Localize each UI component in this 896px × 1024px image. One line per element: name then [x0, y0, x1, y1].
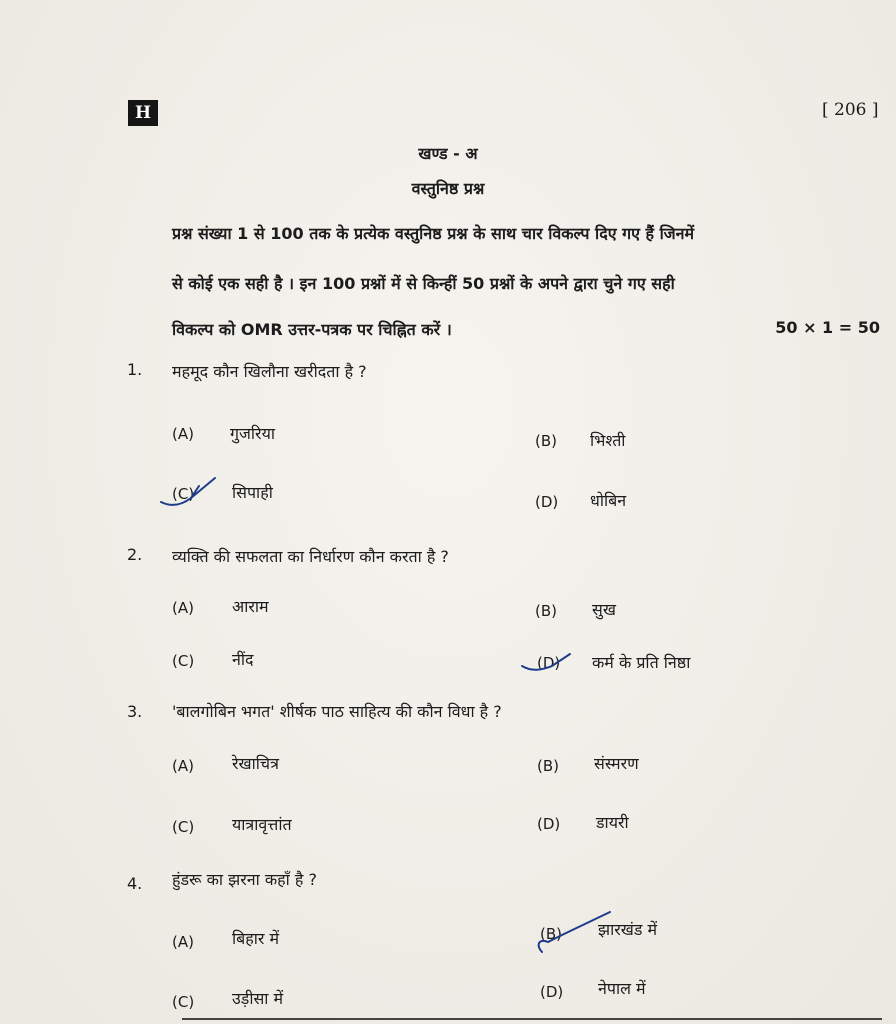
bottom-rule — [182, 1018, 882, 1020]
option-letter: (B) — [537, 757, 559, 775]
option-letter: (D) — [535, 493, 559, 511]
option-letter: (D) — [537, 815, 561, 833]
question-number: 3. — [127, 702, 143, 721]
instructions-line-1: प्रश्न संख्या 1 से 100 तक के प्रत्येक वस्तुनिष्ठ प्रश्न के साथ चार विकल्प दिए गए हैं जिनमें — [172, 224, 695, 243]
option-letter: (A) — [172, 425, 194, 443]
option-text: संस्मरण — [594, 754, 639, 773]
pen-tick-icon — [155, 474, 225, 514]
option-text: भिश्ती — [590, 431, 626, 450]
set-code-badge: H — [128, 100, 158, 126]
option-text: रेखाचित्र — [232, 754, 279, 773]
question-text: व्यक्ति की सफलता का निर्धारण कौन करता है ? — [172, 547, 449, 566]
option-text: आराम — [232, 597, 269, 616]
option-text: कर्म के प्रति निष्ठा — [592, 653, 691, 672]
option-letter: (D) — [537, 654, 561, 672]
question-number: 2. — [127, 545, 143, 564]
option-letter: (B) — [535, 432, 557, 450]
question-text: 'बालगोबिन भगत' शीर्षक पाठ साहित्य की कौन विधा है ? — [172, 702, 502, 721]
option-letter: (C) — [172, 818, 195, 836]
question-number: 1. — [127, 360, 143, 379]
option-letter: (A) — [172, 599, 194, 617]
option-text: नींद — [232, 650, 254, 669]
question-text: हुंडरू का झरना कहाँ है ? — [172, 870, 317, 889]
pen-tick-icon — [518, 646, 588, 676]
question-text: महमूद कौन खिलौना खरीदता है ? — [172, 362, 367, 381]
option-letter: (B) — [540, 925, 562, 943]
option-letter: (C) — [172, 652, 195, 670]
paper-code: [ 206 ] — [822, 100, 879, 120]
option-letter: (C) — [172, 993, 195, 1011]
option-text: यात्रावृत्तांत — [232, 815, 292, 834]
option-text: नेपाल में — [598, 979, 646, 998]
instructions-line-2: से कोई एक सही है । इन 100 प्रश्नों में से किन्हीं 50 प्रश्नों के अपने द्वारा चुने गए सही — [172, 274, 675, 293]
question-number: 4. — [127, 874, 143, 893]
section-title: खण्ड - अ — [418, 144, 478, 163]
pen-tick-icon — [528, 908, 618, 958]
option-text: सुख — [592, 600, 616, 619]
option-text: झारखंड में — [598, 920, 658, 939]
instructions-line-3: विकल्प को OMR उत्तर-पत्रक पर चिह्नित करें । — [172, 320, 452, 339]
option-text: डायरी — [596, 813, 629, 832]
option-letter: (A) — [172, 933, 194, 951]
option-text: उड़ीसा में — [232, 989, 284, 1008]
option-letter: (D) — [540, 983, 564, 1001]
option-letter: (C) — [172, 485, 195, 503]
option-text: बिहार में — [232, 929, 280, 948]
option-text: सिपाही — [232, 483, 273, 502]
option-text: गुजरिया — [230, 424, 275, 443]
option-letter: (B) — [535, 602, 557, 620]
option-letter: (A) — [172, 757, 194, 775]
marks-allocation: 50 × 1 = 50 — [775, 318, 880, 337]
option-text: धोबिन — [590, 491, 627, 510]
section-subtitle: वस्तुनिष्ठ प्रश्न — [411, 179, 485, 198]
